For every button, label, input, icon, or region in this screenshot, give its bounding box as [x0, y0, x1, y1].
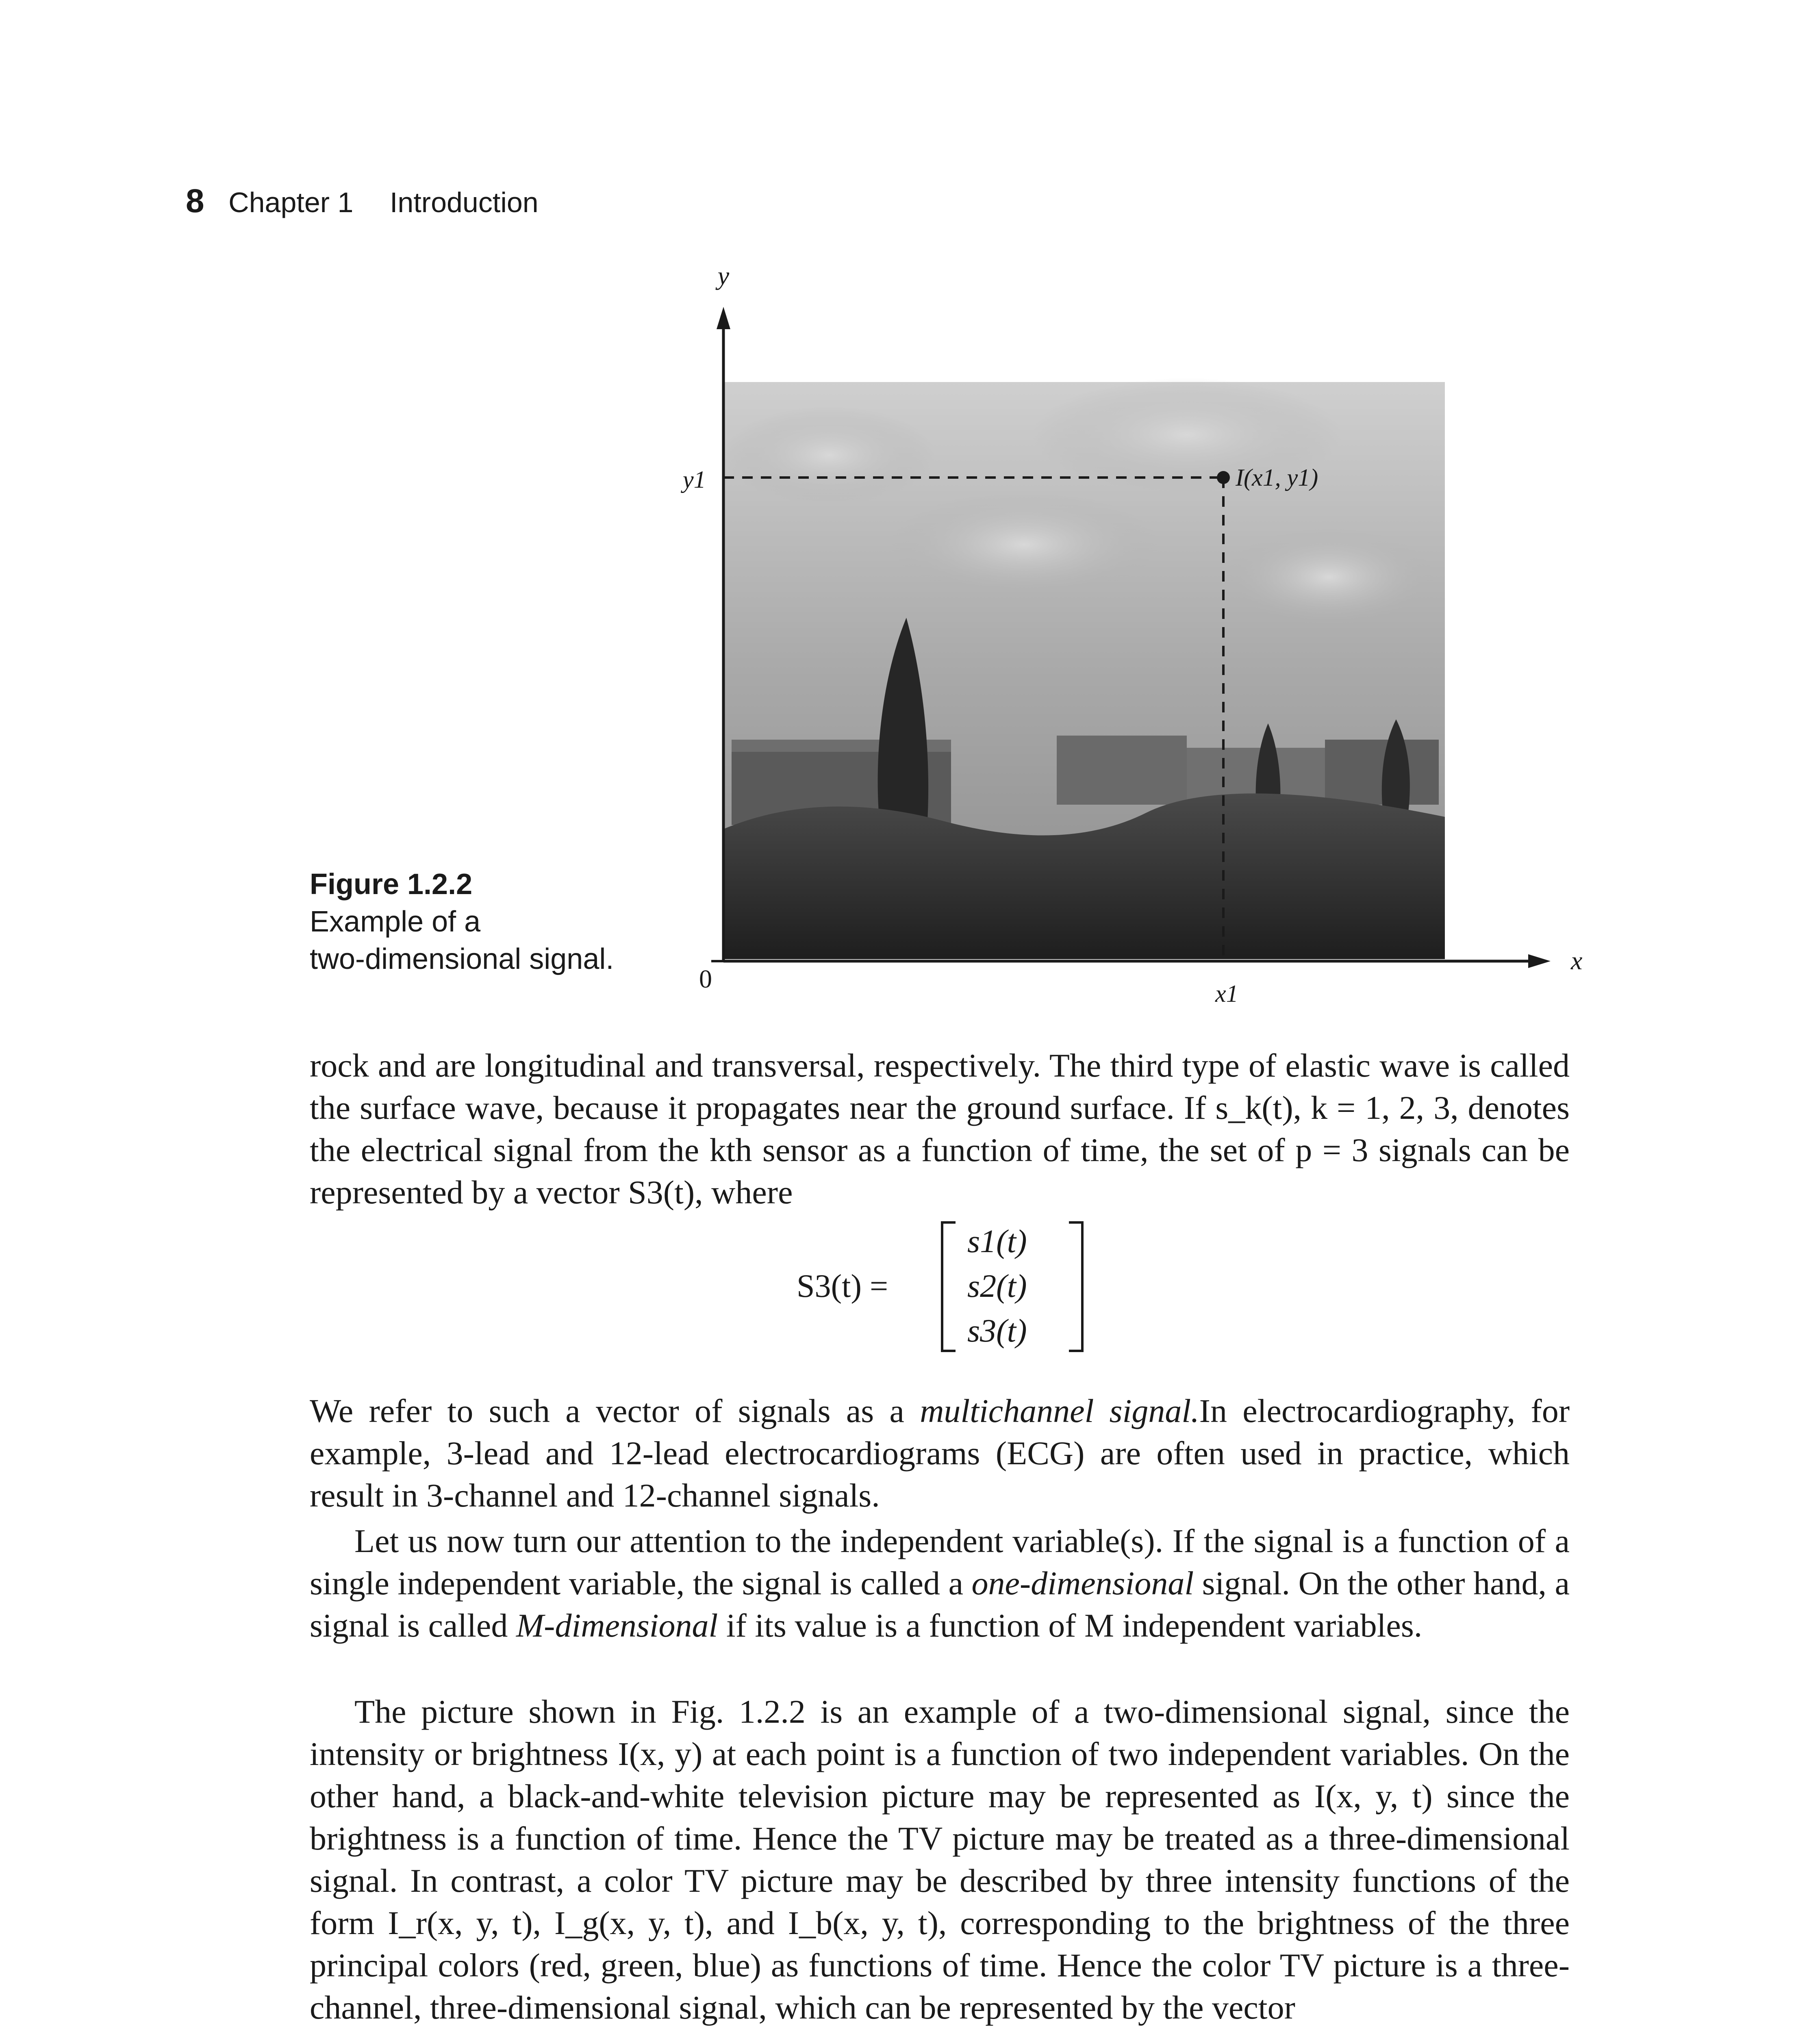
chapter-label: Chapter 1 — [228, 187, 354, 218]
right-bracket — [1069, 1221, 1084, 1352]
figure-label: Figure 1.2.2 — [310, 868, 473, 901]
y-axis-label: y — [717, 261, 730, 290]
term-m-dimensional: M-dimensional — [516, 1607, 718, 1644]
paragraph-1-text: rock and are longitudinal and transversal, respectively. The third type of elastic wave is called the surface wave, because it propagates near the ground surface. If s_k(t), k = 1, 2, 3, denotes the electrical signal from the kth sensor as a function of time, the set of p = 3 signals can be represented by a vector S3(t), where — [310, 1047, 1570, 1211]
x-axis-label: x — [1571, 946, 1583, 975]
paragraph-3 — [310, 1520, 1570, 1647]
matrix-entry: s2(t) — [967, 1268, 1027, 1304]
paragraph-3-c: if its value is a function of M independent variables. — [718, 1607, 1423, 1644]
page-number: 8 — [186, 182, 204, 219]
paragraph-2-pre: We refer to such a vector of signals as a — [310, 1392, 920, 1429]
figure-caption — [310, 866, 614, 978]
figure-caption-line2: two-dimensional signal. — [310, 943, 614, 975]
landscape-photo — [723, 378, 1445, 959]
y1-label: y1 — [683, 466, 706, 493]
paragraph-1 — [310, 1044, 1570, 1214]
matrix-entry: s1(t) — [967, 1224, 1027, 1259]
paragraph-3-a: Let us now turn our attention to the independent variable(s). If the signal is a function of a single independent variable, the signal is called a — [310, 1522, 1570, 1602]
figure-caption-line1: Example of a — [310, 905, 481, 938]
origin-label: 0 — [699, 964, 712, 993]
equation-s3-lhs: S3(t) = — [797, 1268, 888, 1304]
matrix-entry: s3(t) — [967, 1313, 1027, 1349]
section-label: Introduction — [389, 187, 539, 218]
paragraph-2-post: In electrocardiography, for example, 3-lead and 12-lead electrocardiograms (ECG) are often used in practice, which result in 3-channel and 12-channel signals. — [310, 1392, 1570, 1514]
figure-2d-signal — [658, 260, 1585, 1020]
term-multichannel: multichannel signal. — [920, 1392, 1199, 1429]
term-one-dimensional: one-dimensional — [971, 1565, 1194, 1602]
paragraph-4-text: The picture shown in Fig. 1.2.2 is an example of a two-dimensional signal, since the intensity or brightness I(x, y) at each point is a function of two independent variables. On the other hand, a black-and-white television picture may be represented as I(x, y, t) since the brightness is a function of time. Hence the TV picture may be treated as a three-dimensional signal. In contrast, a color TV picture may be described by three intensity functions of the form I_r(x, y, t), I_g(x, y, t), and I_b(x, y, t), corresponding to the brightness of the three principal colors (red, green, blue) as functions of time. Hence the color TV picture is a three-channel, three-dimensional signal, which can be represented by the vector — [310, 1693, 1570, 2026]
point-label: I(x1, y1) — [1236, 464, 1318, 491]
left-bracket — [941, 1221, 956, 1352]
paragraph-2 — [310, 1390, 1570, 1517]
x1-label: x1 — [1215, 980, 1238, 1007]
equation-s3 — [797, 1219, 1122, 1353]
running-head — [186, 182, 539, 220]
paragraph-3-b: signal. On the other hand, a signal is called — [310, 1565, 1570, 1644]
paragraph-4 — [310, 1691, 1570, 2029]
figure-svg — [658, 260, 1585, 1020]
